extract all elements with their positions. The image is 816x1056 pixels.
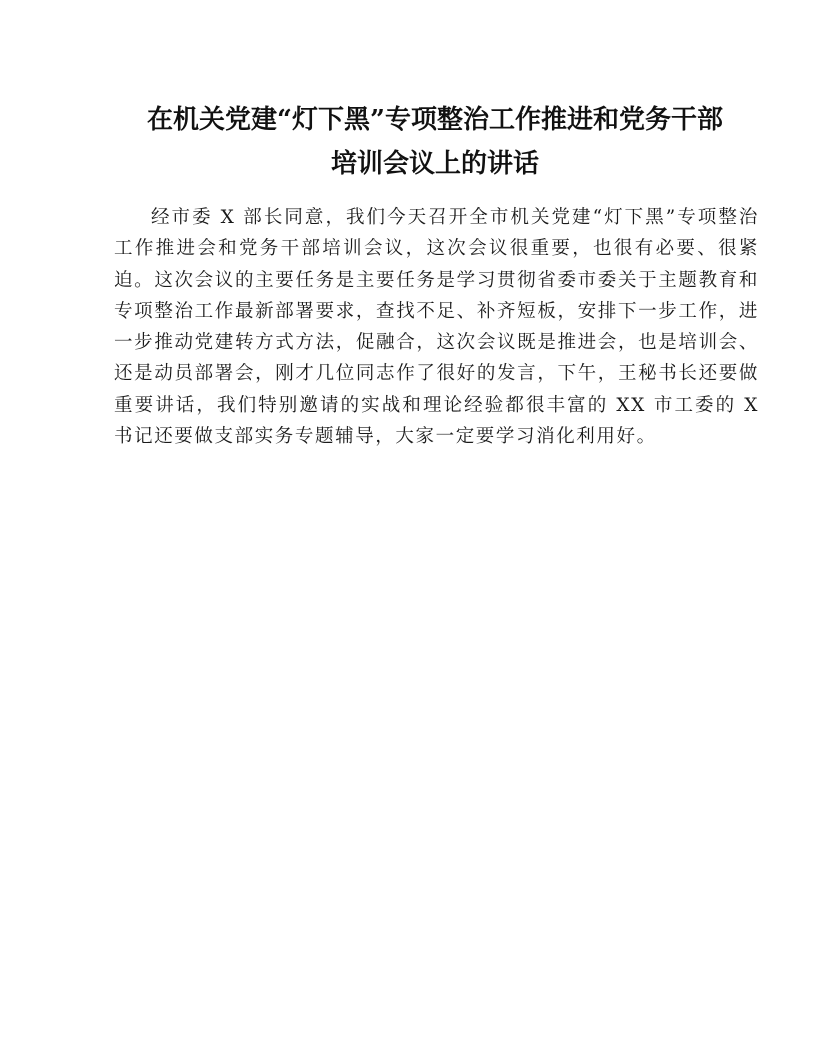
document-title-line-1: 在机关党建“灯下黑”专项整治工作推进和党务干部 <box>147 105 723 135</box>
document-title-line-2: 培训会议上的讲话 <box>330 149 539 179</box>
body-paragraph: 经市委 X 部长同意，我们今天召开全市机关党建“灯下黑”专项整治工作推进会和党务干部培训会议，这次会议很重要，也很有必要、很紧迫。这次会议的主要任务是主要任务是学习贯彻省委市委关于主题教育和专项整治工作最新部署要求，查找不足、补齐短板，安排下一步工作，进一步推动党建转方式方法，促融合，这次会议既是推进会，也是培训会、还是动员部署会，刚才几位同志作了很好的发言，下午，王秘书长还要做重要讲话，我们特别邀请的实战和理论经验都很丰富的 XX 市工委的 X 书记还要做支部实务专题辅导，大家一定要学习消化利用好。 <box>114 207 759 448</box>
document-title <box>100 98 770 186</box>
